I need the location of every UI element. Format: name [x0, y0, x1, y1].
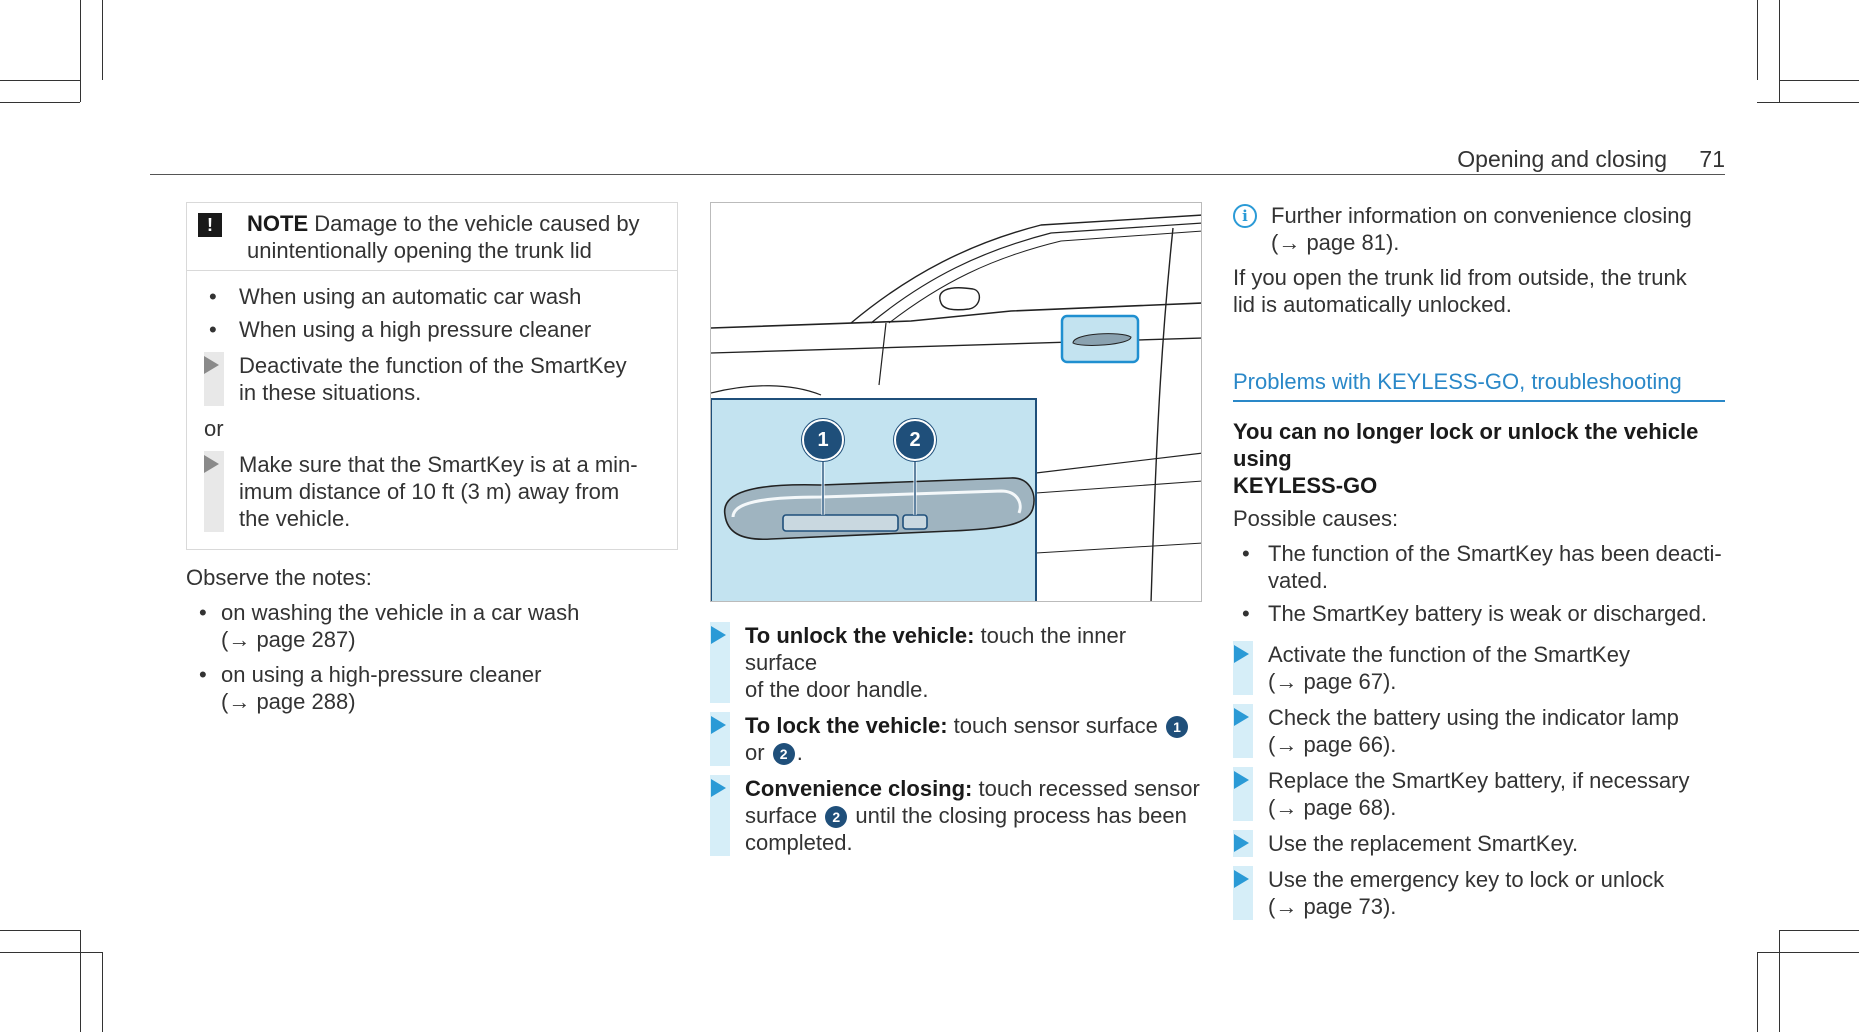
warning-icon: !	[198, 213, 222, 237]
callout-1-inline: 1	[1166, 716, 1188, 738]
crop-mark	[102, 952, 103, 1032]
list-item: • The function of the SmartKey has been deacti- vated.	[1233, 540, 1725, 594]
column-right	[1233, 202, 1725, 929]
list-item: • When using an automatic car wash	[187, 283, 665, 310]
crop-mark	[0, 930, 80, 931]
action-step: To lock the vehicle: touch sensor surface 1 or 2 .	[710, 712, 1202, 766]
column-left	[186, 202, 678, 721]
step-arrow-icon	[711, 626, 726, 644]
page-reference[interactable]: (→ page 73).	[1268, 894, 1397, 919]
info-icon: i	[1233, 204, 1257, 228]
observe-notes	[186, 564, 678, 715]
section-title: Opening and closing	[1457, 146, 1667, 172]
action-step: Make sure that the SmartKey is at a min- imum distance of 10 ft (3 m) away from the vehicle.	[187, 451, 665, 532]
step-arrow-icon	[1234, 834, 1249, 852]
car-door-drawing	[711, 203, 1202, 602]
list-item: • on using a high-pressure cleaner (→ page 288)	[186, 661, 678, 715]
section-heading: Problems with KEYLESS-GO, troubleshooting	[1233, 368, 1725, 402]
action-step: Use the emergency key to lock or unlock (→ page 73).	[1233, 866, 1725, 920]
page-number: 71	[1699, 146, 1725, 172]
crop-mark	[1757, 952, 1758, 1032]
action-step: Use the replacement SmartKey.	[1233, 830, 1725, 857]
step-arrow-icon	[1234, 708, 1249, 726]
crop-mark	[1757, 102, 1859, 103]
page-reference[interactable]: (→ page 68).	[1268, 795, 1397, 820]
action-step: Replace the SmartKey battery, if necessary (→ page 68).	[1233, 767, 1725, 821]
note-box	[186, 202, 678, 550]
note-text: Damage to the vehicle caused by	[314, 211, 640, 236]
callout-2: 2	[894, 419, 936, 461]
header-rule	[150, 174, 1725, 175]
crop-mark	[1757, 952, 1859, 953]
instruction-list	[710, 622, 1202, 856]
list-item: • on washing the vehicle in a car wash (→ page 287)	[186, 599, 678, 653]
troubleshoot-steps	[1233, 641, 1725, 920]
step-arrow-icon	[711, 716, 726, 734]
column-middle	[710, 202, 1202, 865]
callout-2-inline: 2	[773, 743, 795, 765]
page-reference[interactable]: (→ page 81).	[1271, 230, 1400, 255]
paragraph: If you open the trunk lid from outside, the trunk lid is automatically unlocked.	[1233, 265, 1687, 317]
page-reference[interactable]: (→ page 66).	[1268, 732, 1397, 757]
or-label: or	[204, 416, 224, 441]
list-item: • The SmartKey battery is weak or discharged.	[1233, 600, 1725, 627]
page-reference[interactable]: (→ page 67).	[1268, 669, 1397, 694]
action-step: Activate the function of the SmartKey (→ page 67).	[1233, 641, 1725, 695]
crop-mark	[1779, 930, 1859, 931]
step-arrow-icon	[1234, 771, 1249, 789]
sub-heading: You can no longer lock or unlock the vehicle using KEYLESS-GO	[1233, 419, 1699, 498]
crop-mark	[80, 0, 81, 102]
page-reference[interactable]: (→ page 287)	[221, 627, 356, 652]
crop-mark	[1779, 930, 1780, 1032]
crop-mark	[1757, 0, 1758, 80]
crop-mark	[80, 930, 81, 1032]
crop-mark	[1779, 0, 1780, 102]
step-arrow-icon	[204, 455, 219, 473]
action-step: Check the battery using the indicator lamp (→ page 66).	[1233, 704, 1725, 758]
info-note: i Further information on convenience closing (→ page 81).	[1233, 202, 1725, 256]
note-body	[187, 271, 677, 549]
action-step: Convenience closing: touch recessed sensor surface 2 until the closing process has been completed.	[710, 775, 1202, 856]
note-title: NOTE	[247, 211, 309, 236]
door-handle-illustration	[710, 202, 1202, 602]
crop-mark	[102, 0, 103, 80]
page-header	[150, 144, 1725, 174]
step-arrow-icon	[711, 779, 726, 797]
crop-mark	[0, 102, 80, 103]
step-arrow-icon	[204, 356, 219, 374]
action-step: Deactivate the function of the SmartKey in these situations.	[187, 352, 665, 406]
callout-2-inline: 2	[825, 806, 847, 828]
step-arrow-icon	[1234, 870, 1249, 888]
observe-intro: Observe the notes:	[186, 565, 372, 590]
callout-1: 1	[802, 419, 844, 461]
crop-mark	[0, 952, 102, 953]
note-header	[187, 203, 677, 271]
note-text: unintentionally opening the trunk lid	[247, 238, 592, 263]
crop-mark	[0, 80, 80, 81]
action-step: To unlock the vehicle: touch the inner surface of the door handle.	[710, 622, 1202, 703]
crop-mark	[1779, 80, 1859, 81]
causes-intro: Possible causes:	[1233, 506, 1399, 531]
list-item: • When using a high pressure cleaner	[187, 316, 665, 343]
page-reference[interactable]: (→ page 288)	[221, 689, 356, 714]
step-arrow-icon	[1234, 645, 1249, 663]
